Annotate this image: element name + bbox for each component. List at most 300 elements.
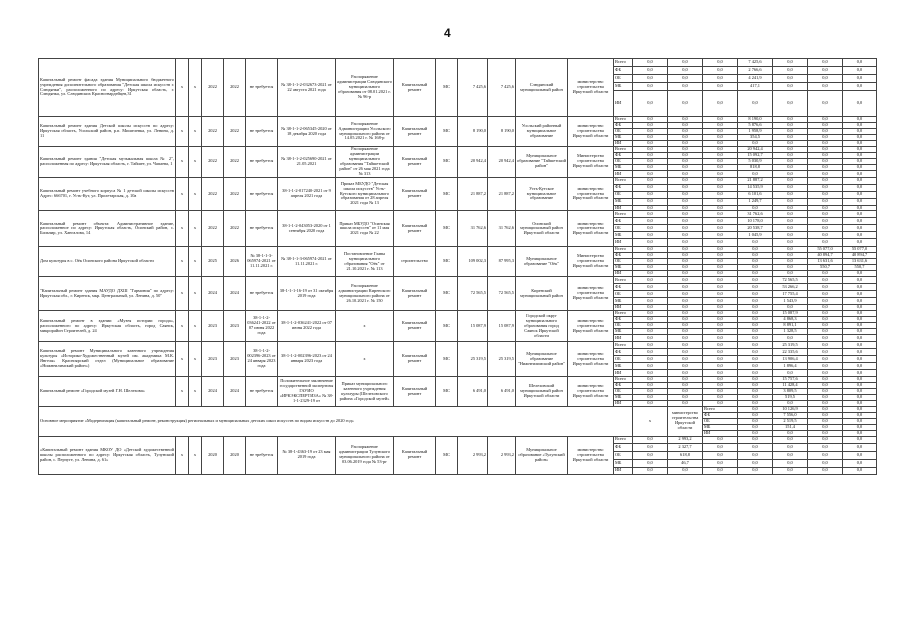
- table-row: [39, 342, 877, 349]
- fund-value-cell: 0,0: [843, 271, 877, 277]
- fund-value-cell: 0,0: [668, 177, 703, 184]
- cost-remaining-cell: 21 887,2: [488, 177, 516, 211]
- year-start-cell: 2023: [202, 342, 224, 377]
- fund-value-cell: 0,0: [843, 225, 877, 232]
- year-start-cell: 2025: [202, 247, 224, 277]
- fund-value-cell: 0,0: [773, 59, 808, 67]
- year-end-cell: 2022: [224, 59, 246, 117]
- fund-value-cell: 0,0: [773, 171, 808, 177]
- fund-value-cell: 0,0: [668, 59, 703, 67]
- fund-value-cell: 0,0: [703, 356, 738, 363]
- fund-value-cell: 0,0: [633, 335, 668, 342]
- ministry-cell: министерство строительства Иркутской области: [568, 211, 614, 247]
- fund-value-cell: 0,0: [633, 259, 668, 265]
- table-row: [39, 59, 877, 67]
- fund-value-cell: 0,0: [773, 370, 808, 377]
- fund-value-cell: 5 030,9: [738, 159, 773, 165]
- table-row: [39, 211, 877, 218]
- mark-cell: х: [176, 59, 189, 117]
- fund-value-cell: 0,0: [668, 129, 703, 135]
- fund-value-cell: 0,0: [808, 424, 843, 430]
- mark-cell: х: [189, 377, 202, 407]
- fund-value-cell: 0,0: [808, 349, 843, 356]
- fund-source-label: ИИ: [614, 91, 633, 117]
- fund-value-cell: 0,0: [668, 370, 703, 377]
- ministry-cell: министерство строительства Иркутской области: [568, 436, 614, 474]
- work-type-cell: Капитальный ремонт: [394, 211, 436, 247]
- year-start-cell: 2023: [202, 311, 224, 342]
- year-end-cell: 2022: [224, 147, 246, 178]
- year-start-cell: 2024: [202, 277, 224, 311]
- fund-value-cell: 519,5: [773, 395, 808, 401]
- fund-source-label: Всего: [614, 247, 633, 253]
- fund-value-cell: 0,0: [843, 184, 877, 191]
- fund-value-cell: 10 178,0: [738, 218, 773, 225]
- fund-value-cell: 0,0: [843, 117, 877, 123]
- fund-value-cell: 550,7: [843, 265, 877, 271]
- cost-remaining-cell: 15 087,9: [488, 311, 516, 342]
- fund-value-cell: 0,0: [633, 356, 668, 363]
- fund-value-cell: 0,0: [808, 75, 843, 83]
- fund-value-cell: 2 766,6: [738, 67, 773, 75]
- fund-value-cell: 0,0: [843, 401, 877, 407]
- fund-source-label: ИИ: [614, 335, 633, 342]
- fund-source-label: Всего: [614, 59, 633, 67]
- project-name: Капитальный ремонт в здании «Музея истории города», расположенного по адресу: Иркутская область, город Саянск, микрорайон Строителей, д. 24: [39, 311, 176, 342]
- fund-value-cell: 0,0: [703, 177, 738, 184]
- fund-value-cell: 0,0: [808, 91, 843, 117]
- fund-source-label: ФБ: [614, 153, 633, 159]
- fund-value-cell: 0,0: [843, 436, 877, 443]
- fund-value-cell: 0,0: [633, 349, 668, 356]
- project-name: Капитальный ремонт объекта: Административное здание, расположенное по адресу: Иркутская область, Осинский район, с. Бильчир, ул. Хангалова, 14: [39, 211, 176, 247]
- project-name: Капитальный ремонт здания "Детская музыкальная школа № 2", расположенная по адресу: Иркутская область, г. Тайшет, ул. Чапаева, 1: [39, 147, 176, 178]
- fund-value-cell: 0,0: [633, 171, 668, 177]
- fund-value-cell: 0,0: [668, 323, 703, 329]
- fund-value-cell: 0,0: [843, 443, 877, 451]
- fund-value-cell: 0,0: [668, 117, 703, 123]
- agreement-cell: № 38-1-4363-19 от 23 мая 2019 года: [278, 436, 336, 474]
- fund-source-label: Всего: [614, 177, 633, 184]
- fund-value-cell: 0,0: [773, 271, 808, 277]
- fund-value-cell: 0,0: [808, 459, 843, 467]
- fund-value-cell: 0,0: [633, 225, 668, 232]
- fund-value-cell: 21 887,2: [738, 177, 773, 184]
- fund-value-cell: 0,0: [738, 342, 773, 349]
- mark-cell: х: [189, 59, 202, 117]
- fund-source-label: Всего: [614, 342, 633, 349]
- fund-source-label: ИИ: [703, 430, 738, 436]
- fund-source-label: МБ: [614, 198, 633, 205]
- fund-value-cell: 0,0: [808, 277, 843, 284]
- fund-value-cell: 0,0: [668, 335, 703, 342]
- fund-value-cell: 0,0: [773, 165, 808, 171]
- fund-value-cell: 0,0: [738, 91, 773, 117]
- fund-value-cell: 0,0: [738, 205, 773, 211]
- fund-source-label: ФБ: [703, 412, 738, 418]
- fund-value-cell: 0,0: [633, 135, 668, 141]
- project-name: Капитальный ремонт «Городской музей Г.Н. Шелехова»: [39, 377, 176, 407]
- agreement-cell: 38-1-1-1-16-19 от 31 октября 2019 года: [278, 277, 336, 311]
- fund-value-cell: 0,0: [843, 298, 877, 305]
- order-cell: Постановление Главы муниципального образования "Оёк" от 21.10.2021 г. № 113: [336, 247, 394, 277]
- fund-source-label: ФБ: [614, 317, 633, 323]
- fund-value-cell: 0,0: [738, 298, 773, 305]
- project-name: Капитальный ремонт Муниципального казенного учреждения культуры «Историко-Художественный музей им. академика М.К. Янгеля» Красноярский отдел (Муниципальное образование «Нижнеилимский район»): [39, 342, 176, 377]
- fund-value-cell: 0,0: [668, 298, 703, 305]
- unit-cell: МС: [436, 311, 458, 342]
- fund-value-cell: 0,0: [738, 171, 773, 177]
- customer-cell: Осинский муниципальный район Иркутской области: [516, 211, 568, 247]
- fund-value-cell: 0,0: [843, 335, 877, 342]
- unit-cell: МС: [436, 177, 458, 211]
- mark-cell: х: [176, 311, 189, 342]
- fund-value-cell: 0,0: [808, 342, 843, 349]
- fund-value-cell: 0,0: [668, 198, 703, 205]
- fund-value-cell: 0,0: [773, 205, 808, 211]
- fund-value-cell: 0,0: [633, 129, 668, 135]
- cost-remaining-cell: 8 190,0: [488, 117, 516, 147]
- fund-value-cell: 0,0: [738, 323, 773, 329]
- expertise-cell: не требуется: [246, 377, 278, 407]
- fund-value-cell: 0,0: [633, 311, 668, 317]
- cost-remaining-cell: 2 993,2: [488, 436, 516, 474]
- fund-value-cell: 0,0: [633, 317, 668, 323]
- order-cell: Распоряжение Администрации Усольского муниципального района от 14.05.2021 г. № 168-р: [336, 117, 394, 147]
- fund-source-label: ИИ: [614, 205, 633, 211]
- fund-value-cell: 0,0: [633, 153, 668, 159]
- fund-source-label: ОБ: [614, 291, 633, 298]
- mark-cell: х: [176, 277, 189, 311]
- order-cell: х: [336, 311, 394, 342]
- fund-value-cell: 0,0: [808, 117, 843, 123]
- fund-value-cell: 0,0: [738, 247, 773, 253]
- fund-value-cell: 0,0: [843, 311, 877, 317]
- fund-value-cell: 0,0: [808, 129, 843, 135]
- table-row: [39, 436, 877, 443]
- fund-value-cell: 0,0: [668, 232, 703, 239]
- year-start-cell: 2022: [202, 147, 224, 178]
- fund-value-cell: 0,0: [633, 67, 668, 75]
- ministry-cell: министерство строительства Иркутской области: [668, 406, 703, 436]
- expertise-cell: 38-1-1-2-036241-2022 от 07 июня 2022 года: [246, 311, 278, 342]
- fund-value-cell: 0,0: [668, 277, 703, 284]
- fund-value-cell: 0,0: [633, 395, 668, 401]
- fund-value-cell: 0,0: [843, 67, 877, 75]
- fund-value-cell: 0,0: [773, 159, 808, 165]
- fund-value-cell: 0,0: [808, 317, 843, 323]
- table-row: [39, 177, 877, 184]
- fund-value-cell: 0,0: [668, 141, 703, 147]
- fund-source-label: ОБ: [614, 225, 633, 232]
- fund-source-label: ОБ: [614, 159, 633, 165]
- fund-value-cell: 0,0: [703, 91, 738, 117]
- fund-value-cell: 0,0: [633, 218, 668, 225]
- cost-total-cell: 72 565,5: [458, 277, 488, 311]
- fund-value-cell: 0,0: [773, 443, 808, 451]
- agreement-cell: № 38-1-1-2-025690-2021 от 21.05.2021: [278, 147, 336, 178]
- fund-value-cell: 0,0: [703, 342, 738, 349]
- fund-value-cell: 0,0: [703, 205, 738, 211]
- fund-value-cell: 0,0: [843, 363, 877, 370]
- cost-remaining-cell: 31 762,6: [488, 211, 516, 247]
- expertise-cell: не требуется: [246, 277, 278, 311]
- fund-value-cell: 0,0: [773, 225, 808, 232]
- fund-value-cell: 0,0: [633, 141, 668, 147]
- fund-value-cell: 0,0: [843, 165, 877, 171]
- fund-value-cell: 0,0: [703, 323, 738, 329]
- fund-value-cell: 0,0: [633, 298, 668, 305]
- fund-value-cell: 1 045,9: [738, 232, 773, 239]
- fund-value-cell: 0,0: [808, 83, 843, 91]
- fund-source-label: Всего: [614, 311, 633, 317]
- fund-value-cell: 0,0: [668, 311, 703, 317]
- fund-value-cell: 0,0: [843, 305, 877, 311]
- cost-total-cell: 6 491,0: [458, 377, 488, 407]
- year-start-cell: 2022: [202, 117, 224, 147]
- fund-value-cell: 25 319,5: [773, 342, 808, 349]
- fund-value-cell: 0,0: [843, 349, 877, 356]
- fund-value-cell: 0,0: [668, 147, 703, 153]
- fund-source-label: ОБ: [614, 75, 633, 83]
- fund-value-cell: 0,0: [633, 147, 668, 153]
- fund-value-cell: 0,0: [738, 141, 773, 147]
- fund-value-cell: 0,0: [808, 147, 843, 153]
- fund-value-cell: 0,0: [738, 401, 773, 407]
- fund-value-cell: 2 993,2: [668, 436, 703, 443]
- mark-cell: х: [189, 147, 202, 178]
- fund-value-cell: 0,0: [703, 401, 738, 407]
- fund-value-cell: 0,0: [668, 218, 703, 225]
- fund-value-cell: 0,0: [808, 171, 843, 177]
- year-end-cell: 2023: [224, 311, 246, 342]
- fund-value-cell: 17 755,4: [773, 291, 808, 298]
- fund-value-cell: 0,0: [668, 467, 703, 474]
- fund-value-cell: 0,0: [633, 284, 668, 291]
- fund-value-cell: 0,0: [633, 329, 668, 335]
- fund-value-cell: 0,0: [703, 349, 738, 356]
- fund-value-cell: 0,0: [633, 123, 668, 129]
- agreement-cell: 38-1-1-2-036241-2022 от 07 июня 2022 года: [278, 311, 336, 342]
- fund-value-cell: 0,0: [703, 141, 738, 147]
- fund-value-cell: 0,0: [773, 83, 808, 91]
- ministry-cell: министерство строительства Иркутской области: [568, 177, 614, 211]
- mark-cell: х: [176, 147, 189, 178]
- fund-value-cell: 0,0: [703, 265, 738, 271]
- fund-source-label: МБ: [614, 135, 633, 141]
- fund-value-cell: 0,0: [843, 418, 877, 424]
- agreement-cell: № 38-1-1-3-065974-2021 от 11.11.2021 г.: [278, 247, 336, 277]
- fund-value-cell: 0,0: [808, 218, 843, 225]
- fund-value-cell: 0,0: [808, 284, 843, 291]
- fund-value-cell: 0,0: [808, 291, 843, 298]
- fund-value-cell: 72 565,5: [773, 277, 808, 284]
- fund-value-cell: 0,0: [738, 459, 773, 467]
- fund-value-cell: 0,0: [808, 389, 843, 395]
- fund-value-cell: 0,0: [808, 225, 843, 232]
- order-cell: х: [336, 342, 394, 377]
- fund-value-cell: 0,0: [703, 329, 738, 335]
- work-type-cell: Капитальный ремонт: [394, 177, 436, 211]
- fund-value-cell: 0,0: [668, 135, 703, 141]
- fund-value-cell: 0,0: [843, 59, 877, 67]
- fund-value-cell: 0,0: [738, 284, 773, 291]
- fund-value-cell: 2 519,5: [773, 418, 808, 424]
- fund-value-cell: 0,0: [843, 323, 877, 329]
- fund-value-cell: 0,0: [703, 253, 738, 259]
- fund-source-label: ОБ: [614, 129, 633, 135]
- mark-cell: х: [633, 406, 668, 436]
- year-start-cell: 2022: [202, 59, 224, 117]
- fund-value-cell: 0,0: [773, 218, 808, 225]
- fund-value-cell: 0,0: [808, 298, 843, 305]
- year-end-cell: 2024: [224, 277, 246, 311]
- customer-cell: Муниципальное образование "Оёк": [516, 247, 568, 277]
- fund-source-label: ФБ: [614, 349, 633, 356]
- work-type-cell: строительство: [394, 247, 436, 277]
- fund-value-cell: 0,0: [843, 129, 877, 135]
- work-type-cell: Капитальный ремонт: [394, 59, 436, 117]
- fund-value-cell: 0,0: [668, 356, 703, 363]
- fund-value-cell: 0,0: [633, 232, 668, 239]
- fund-value-cell: 0,0: [668, 211, 703, 218]
- unit-cell: МС: [436, 436, 458, 474]
- fund-source-label: ОБ: [614, 356, 633, 363]
- mark-cell: х: [176, 436, 189, 474]
- fund-value-cell: 0,0: [773, 401, 808, 407]
- fund-value-cell: 0,0: [668, 383, 703, 389]
- fund-value-cell: 13 631,6: [808, 259, 843, 265]
- ministry-cell: министерство строительства Иркутской области: [568, 277, 614, 311]
- agreement-cell: Положительное заключение государственной экспертизы ГАУИО «ИРКЭКСПЕРТИЗА» № 38-1-1-2329-19 от: [278, 377, 336, 407]
- fund-value-cell: 0,0: [703, 311, 738, 317]
- fund-value-cell: 0,0: [703, 129, 738, 135]
- fund-value-cell: 0,0: [738, 329, 773, 335]
- fund-value-cell: 0,0: [738, 443, 773, 451]
- fund-source-label: ИИ: [614, 401, 633, 407]
- fund-value-cell: 0,0: [633, 83, 668, 91]
- fund-value-cell: 550,7: [808, 265, 843, 271]
- expertise-cell: не требуется: [246, 211, 278, 247]
- fund-value-cell: 0,0: [668, 247, 703, 253]
- fund-value-cell: 0,0: [703, 83, 738, 91]
- customer-cell: Шелеховский муниципальный район Иркутской области: [516, 377, 568, 407]
- fund-value-cell: 0,0: [843, 171, 877, 177]
- mark-cell: х: [189, 117, 202, 147]
- fund-value-cell: 0,0: [773, 67, 808, 75]
- fund-source-label: ИИ: [614, 305, 633, 311]
- fund-value-cell: 0,0: [703, 159, 738, 165]
- fund-value-cell: 1 896,4: [773, 363, 808, 370]
- table-row: [39, 277, 877, 284]
- fund-value-cell: 0,0: [773, 177, 808, 184]
- cost-total-cell: 31 762,6: [458, 211, 488, 247]
- page-number: 4: [444, 26, 451, 40]
- fund-source-label: ФБ: [614, 184, 633, 191]
- year-end-cell: 2022: [224, 211, 246, 247]
- fund-value-cell: 0,0: [703, 305, 738, 311]
- fund-value-cell: 0,0: [633, 59, 668, 67]
- fund-source-label: Всего: [614, 117, 633, 123]
- fund-source-label: ИИ: [614, 370, 633, 377]
- expertise-cell: не требуется: [246, 177, 278, 211]
- fund-value-cell: 0,0: [633, 443, 668, 451]
- fund-value-cell: 0,0: [703, 459, 738, 467]
- fund-value-cell: 0,0: [703, 147, 738, 153]
- year-end-cell: 2022: [224, 117, 246, 147]
- fund-value-cell: 0,0: [633, 271, 668, 277]
- fund-value-cell: 0,0: [668, 349, 703, 356]
- fund-value-cell: 0,0: [808, 335, 843, 342]
- fund-value-cell: 0,0: [843, 459, 877, 467]
- fund-value-cell: 0,0: [808, 305, 843, 311]
- mark-cell: х: [189, 247, 202, 277]
- fund-value-cell: 0,0: [773, 265, 808, 271]
- fund-value-cell: 0,0: [738, 349, 773, 356]
- fund-source-label: МБ: [614, 395, 633, 401]
- fund-value-cell: 0,0: [773, 451, 808, 459]
- fund-value-cell: 15 757,6: [773, 377, 808, 383]
- fund-value-cell: 0,0: [668, 401, 703, 407]
- fund-value-cell: 0,0: [633, 117, 668, 123]
- fund-value-cell: 0,0: [808, 271, 843, 277]
- fund-value-cell: 2 327,7: [668, 443, 703, 451]
- fund-value-cell: 0,0: [633, 177, 668, 184]
- fund-value-cell: 0,0: [773, 232, 808, 239]
- fund-value-cell: 0,0: [668, 171, 703, 177]
- fund-value-cell: 0,0: [703, 135, 738, 141]
- fund-value-cell: 417,1: [738, 83, 773, 91]
- fund-value-cell: 0,0: [738, 239, 773, 247]
- fund-value-cell: 0,0: [668, 75, 703, 83]
- fund-value-cell: 0,0: [773, 123, 808, 129]
- customer-cell: Усть-Кутское муниципальное образование: [516, 177, 568, 211]
- unit-cell: МС: [436, 277, 458, 311]
- fund-source-label: МБ: [614, 363, 633, 370]
- fund-value-cell: 20 538,7: [738, 225, 773, 232]
- customer-cell: Киренский муниципальный район: [516, 277, 568, 311]
- ministry-cell: Министерство строительства Иркутской области: [568, 147, 614, 178]
- order-cell: Распоряжение администрации муниципального образования "Тайшетский район" от 26 мая 2021 года № 313: [336, 147, 394, 178]
- fund-value-cell: 0,0: [808, 377, 843, 383]
- work-type-cell: Капитальный ремонт: [394, 377, 436, 407]
- fund-source-label: Всего: [614, 436, 633, 443]
- fund-value-cell: 7 556,0: [773, 412, 808, 418]
- fund-value-cell: 0,0: [633, 342, 668, 349]
- fund-value-cell: 0,0: [633, 363, 668, 370]
- fund-value-cell: 0,0: [633, 198, 668, 205]
- fund-value-cell: 0,0: [773, 305, 808, 311]
- fund-value-cell: 0,0: [843, 370, 877, 377]
- fund-value-cell: 0,0: [668, 191, 703, 198]
- project-name: Капитальный ремонт фасада здания Муниципального бюджетного учреждения дополнительного образования "Детская школа искусств г. Слюдянки", расположенного по адресу: Иркутская область, г. Слюдянка, ул. Слюдянских Красногвардейцев,31: [39, 59, 176, 117]
- fund-value-cell: 0,0: [808, 395, 843, 401]
- fund-source-label: ФБ: [614, 253, 633, 259]
- fund-value-cell: 31 762,6: [738, 211, 773, 218]
- fund-value-cell: 0,0: [808, 184, 843, 191]
- fund-value-cell: 8 190,0: [738, 117, 773, 123]
- fund-value-cell: 0,0: [808, 165, 843, 171]
- unit-cell: МС: [436, 59, 458, 117]
- fund-value-cell: 0,0: [738, 265, 773, 271]
- fund-value-cell: 0,0: [738, 389, 773, 395]
- cost-remaining-cell: 7 425,6: [488, 59, 516, 117]
- fund-value-cell: 0,0: [703, 298, 738, 305]
- mark-cell: х: [189, 211, 202, 247]
- fund-value-cell: 0,0: [738, 370, 773, 377]
- mark-cell: х: [189, 277, 202, 311]
- fund-value-cell: 0,0: [633, 459, 668, 467]
